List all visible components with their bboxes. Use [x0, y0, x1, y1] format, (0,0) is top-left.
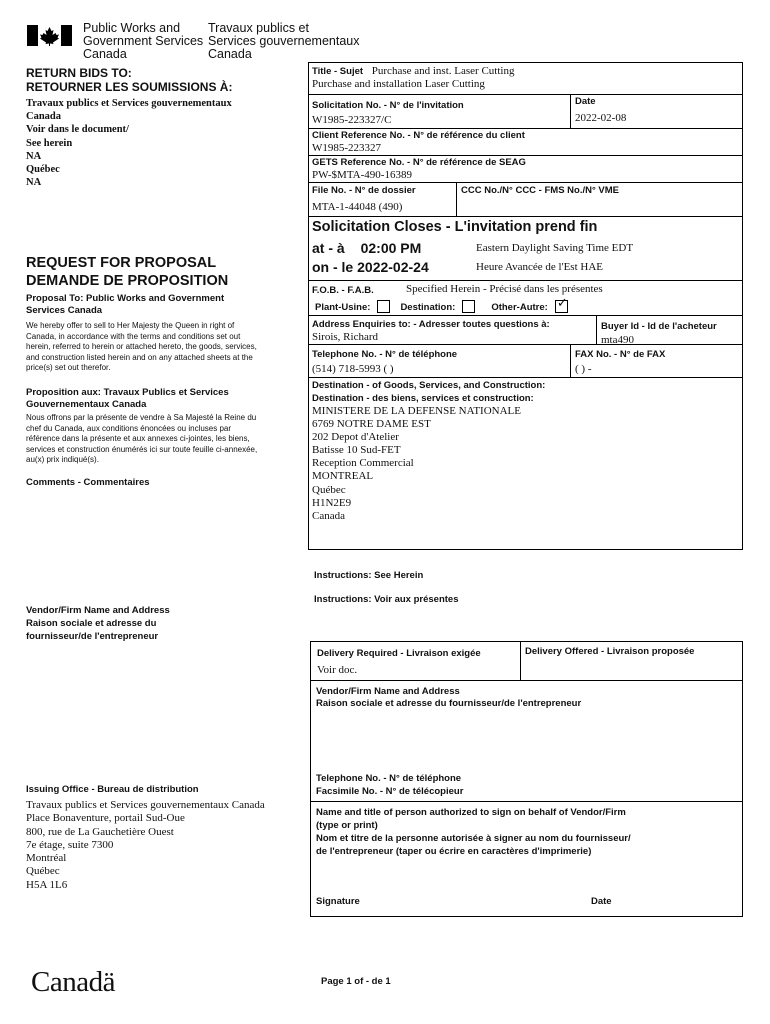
signature-date-label: Date — [591, 896, 612, 907]
destination-line: Batisse 10 Sud-FET — [312, 444, 401, 457]
date-label: Date — [575, 96, 596, 107]
buyer-id-label: Buyer Id - Id de l'acheteur — [601, 321, 717, 332]
closes-tz-en: Eastern Daylight Saving Time EDT — [476, 242, 634, 254]
comments-label: Comments - Commentaires — [26, 477, 150, 488]
destination-line: 6769 NOTRE DAME EST — [312, 418, 431, 431]
plant-usine-label: Plant-Usine: — [315, 302, 371, 313]
instructions-fr: Instructions: Voir aux présentes — [314, 594, 459, 605]
vendor-label-line: fournisseur/de l'entrepreneur — [26, 631, 159, 642]
destination-line: 202 Depot d'Atelier — [312, 431, 399, 444]
address-line: Voir dans le document/ — [26, 124, 129, 136]
rfp-title-fr: DEMANDE DE PROPOSITION — [26, 273, 229, 289]
dept-en-line: Canada — [83, 47, 127, 61]
closes-at-label: at - à — [312, 240, 345, 256]
destination-line: H1N2E9 — [312, 496, 352, 509]
issuing-line: Travaux publics et Services gouvernementaux Canada — [26, 799, 265, 811]
return-bids-title — [26, 66, 232, 94]
vendor-label-line: Vendor/Firm Name and Address — [26, 605, 170, 616]
destination-label: Destination: — [400, 302, 456, 313]
fob-value: Specified Herein - Précisé dans les présentes — [406, 283, 603, 295]
vendor-firm-input-area[interactable] — [316, 712, 736, 768]
fax-value: ( ) - — [575, 363, 592, 375]
address-line: Québec — [26, 164, 60, 176]
address-line: Travaux publics et Services gouvernementaux — [26, 98, 232, 109]
closes-heading: Solicitation Closes - L'invitation prend fin — [312, 219, 598, 235]
file-no-value: MTA-1-44048 (490) — [312, 201, 403, 213]
authorized-line: (type or print) — [316, 820, 378, 831]
dept-fr-line: Services gouvernementaux — [208, 34, 360, 48]
dept-name-en — [83, 22, 203, 61]
address-line: Canada — [26, 111, 62, 123]
dept-en-line: Public Works and — [83, 21, 181, 35]
issuing-office-label: Issuing Office - Bureau de distribution — [26, 784, 199, 795]
fax-label-line: Facsimile No. - N° de télécopieur — [316, 786, 464, 797]
proposal-to-text: We hereby offer to sell to Her Majesty the Queen in right of Canada, in accordance with the terms and conditions set out herein, referred to herein or attached hereto, the goods, services, and construction listed herein and on any attached sheets at the price(s) set out therefor. — [26, 321, 257, 372]
telephone-value: (514) 718-5993 ( ) — [312, 363, 394, 375]
solicitation-value: W1985-223327/C — [312, 114, 392, 126]
fob-label: F.O.B. - F.A.B. — [312, 285, 374, 296]
gets-ref-label: GETS Reference No. - N° de référence de SEAG — [312, 157, 526, 168]
vendor-right-line: Raison sociale et adresse du fournisseur/de l'entrepreneur — [316, 698, 582, 709]
client-ref-value: W1985-223327 — [312, 142, 382, 154]
page-number: Page 1 of - de 1 — [321, 976, 391, 987]
delivery-offered-label: Delivery Offered - Livraison proposée — [525, 646, 695, 657]
issuing-line: 7e étage, suite 7300 — [26, 838, 114, 851]
authorized-person-label — [316, 806, 631, 858]
issuing-office-address — [26, 799, 265, 892]
buyer-id-value: mta490 — [601, 334, 634, 346]
tel-label-line: Telephone No. - N° de téléphone — [316, 773, 462, 784]
closes-time: 02:00 PM — [360, 240, 422, 256]
vendor-label-line: Raison sociale et adresse du — [26, 618, 157, 629]
closes-on — [312, 259, 429, 275]
dept-en-line: Government Services — [83, 34, 204, 48]
dept-name-fr — [208, 22, 359, 61]
authorized-line: Nom et titre de la personne autorisée à signer au nom du fournisseur/ — [316, 833, 631, 844]
destination-address — [312, 405, 521, 523]
solicitation-label: Solicitation No. - N° de l'invitation — [312, 100, 464, 111]
fax-label: FAX No. - N° de FAX — [575, 349, 666, 360]
authorized-line: Name and title of person authorized to sign on behalf of Vendor/Firm — [316, 807, 626, 818]
destination-line: Canada — [312, 509, 345, 522]
return-bids-title-en: RETURN BIDS TO: — [26, 66, 132, 80]
plant-usine-checkbox[interactable] — [377, 300, 390, 313]
gc-flag-logo — [27, 25, 72, 46]
address-line: NA — [26, 150, 42, 162]
proposal-to-heading: Proposal To: Public Works and Government Services Canada — [26, 293, 225, 316]
authorized-line: de l'entrepreneur (taper ou écrire en caractères d'imprimerie) — [316, 846, 592, 857]
destination-label-en: Destination - of Goods, Services, and Construction: — [312, 380, 546, 391]
client-ref-label: Client Reference No. - N° de référence du client — [312, 130, 525, 141]
vendor-firm-right-label — [316, 686, 581, 710]
other-autre-checkbox[interactable] — [555, 295, 568, 313]
title-label: Title - Sujet — [312, 66, 364, 77]
issuing-line: Montréal — [26, 852, 67, 865]
proposition-aux-heading: Proposition aux: Travaux Publics et Services Gouvernementaux Canada — [26, 387, 229, 410]
file-no-label: File No. - N° de dossier — [312, 185, 416, 196]
issuing-line: Québec — [26, 865, 60, 878]
canada-wordmark: Canadä — [31, 966, 115, 998]
closes-tz-fr: Heure Avancée de l'Est HAE — [476, 261, 604, 273]
fob-options — [315, 297, 568, 315]
closes-on-label: on - le — [312, 259, 354, 275]
check-mark-icon: ✓ — [556, 295, 568, 311]
signature-label: Signature — [316, 896, 360, 907]
destination-line: MINISTERE DE LA DEFENSE NATIONALE — [312, 405, 521, 417]
vendor-firm-left-label — [26, 604, 170, 643]
canada-flag-icon — [27, 25, 72, 46]
destination-line: Québec — [312, 483, 346, 496]
telephone-label: Telephone No. - N° de téléphone — [312, 349, 458, 360]
destination-label-fr: Destination - des biens, services et construction: — [312, 393, 534, 404]
address-enquiries-label: Address Enquiries to: - Adresser toutes questions à: — [312, 319, 550, 330]
other-autre-label: Other-Autre: — [491, 302, 548, 313]
address-line: See herein — [26, 137, 73, 149]
instructions-en: Instructions: See Herein — [314, 570, 424, 581]
proposition-aux-text: Nous offrons par la présente de vendre à Sa Majesté la Reine du chef du Canada, aux conditions énoncées ou incluses par référence dans la présente et aux annexes ci-jointes, les biens, services et construction énumérés ici sur toute feuille ci-annexée, au(x) prix indiqué(s). — [26, 413, 258, 464]
issuing-line: 800, rue de La Gauchetière Ouest — [26, 825, 174, 838]
return-bids-title-fr: RETOURNER LES SOUMISSIONS À: — [26, 80, 233, 94]
return-bids-address — [26, 97, 232, 189]
destination-checkbox[interactable] — [462, 300, 475, 313]
delivery-required-value: Voir doc. — [317, 664, 358, 676]
destination-line: Reception Commercial — [312, 457, 414, 470]
issuing-line: H5A 1L6 — [26, 878, 68, 891]
title-value: Purchase and inst. Laser Cutting — [371, 65, 515, 77]
closes-at — [312, 240, 421, 256]
vendor-right-line: Vendor/Firm Name and Address — [316, 686, 460, 697]
tel-fax-label — [316, 772, 463, 798]
destination-line: MONTREAL — [312, 470, 374, 483]
address-enquiries-value: Sirois, Richard — [312, 331, 378, 343]
title-field — [312, 65, 514, 91]
rfp-title-en: REQUEST FOR PROPOSAL — [26, 255, 217, 271]
ccc-no-label: CCC No./N° CCC - FMS No./N° VME — [461, 185, 620, 196]
rfp-title — [26, 254, 228, 290]
dept-fr-line: Travaux publics et — [208, 21, 309, 35]
address-line: NA — [26, 177, 42, 189]
closes-date: 2022-02-24 — [357, 259, 429, 275]
date-value: 2022-02-08 — [575, 112, 627, 124]
dept-fr-line: Canada — [208, 47, 252, 61]
issuing-line: Place Bonaventure, portail Sud-Oue — [26, 812, 185, 825]
title-value-full: Purchase and installation Laser Cutting — [312, 78, 485, 90]
gets-ref-value: PW-$MTA-490-16389 — [312, 169, 412, 181]
delivery-required-label: Delivery Required - Livraison exigée — [317, 648, 481, 659]
